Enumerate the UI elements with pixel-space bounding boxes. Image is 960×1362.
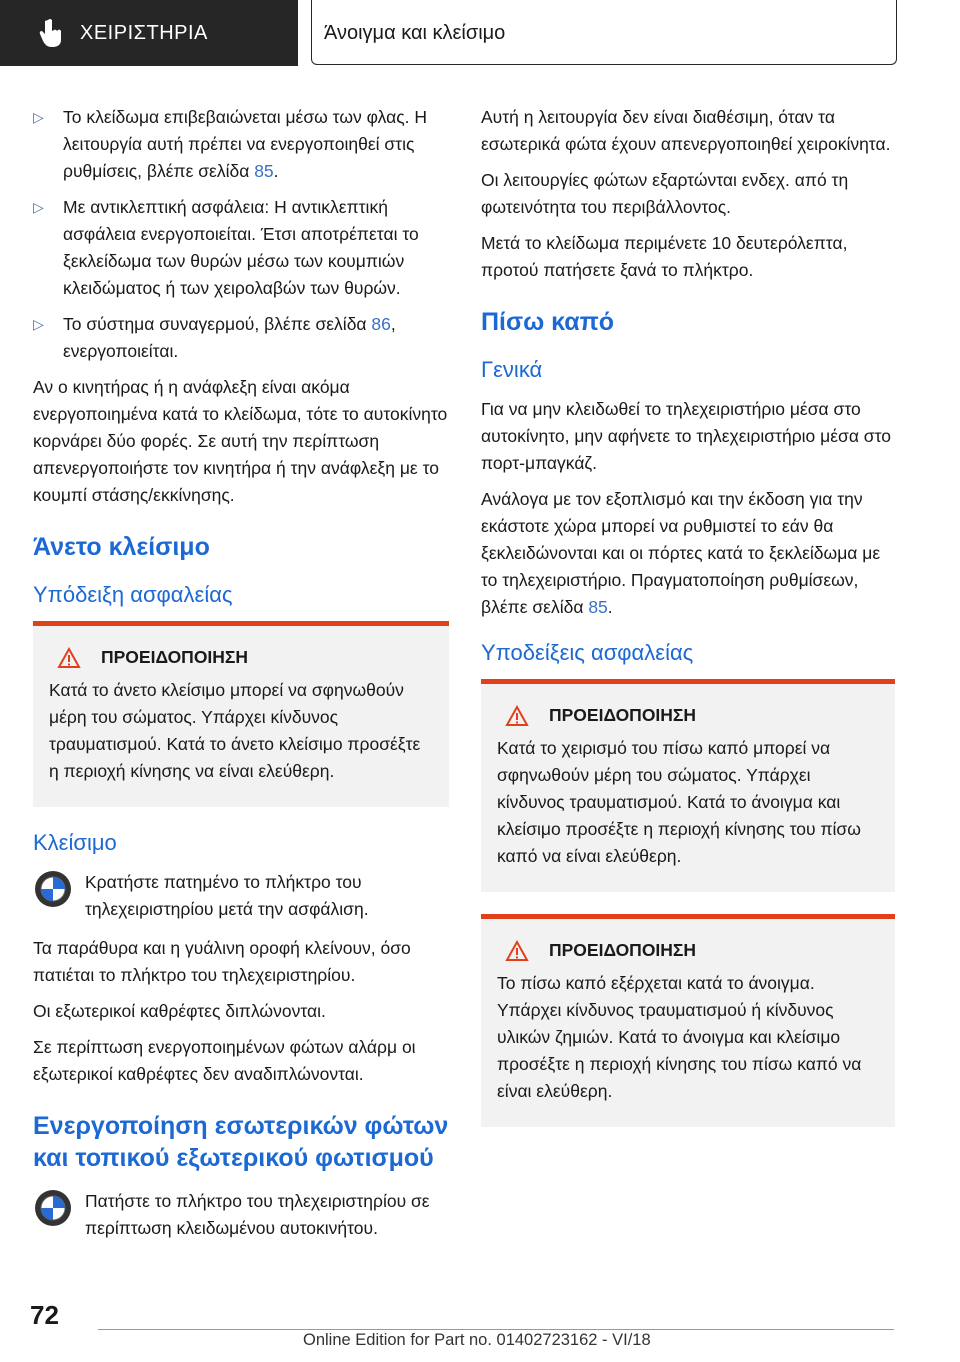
- section-tab[interactable]: [0, 0, 298, 66]
- chapter-title: Άνοιγμα και κλείσιμο: [324, 22, 506, 44]
- right-column: [481, 104, 895, 1149]
- heading-closing: Κλείσιμο: [33, 830, 117, 855]
- paragraph: Σε περίπτωση ενεργοποιημένων φώτων αλάρμ οι εξωτερικοί καθρέφτες δεν αναδιπλώνονται.: [33, 1037, 416, 1084]
- bmw-remote-key-icon: [33, 869, 73, 909]
- heading-safety-note: Υπόδειξη ασφαλείας: [33, 582, 233, 607]
- heading-general: Γενικά: [481, 357, 543, 382]
- paragraph-text: Ανάλογα με τον εξοπλισμό και την έκδοση για την εκάστοτε χώρα μπορεί να ρυθμιστεί το εάν θα ξεκλειδώνονται και οι πόρτες κατά το ξεκλείδωμα με το τηλεχειριστήριο. Πραγματοποίηση ρυθμίσεων, βλέπε σελίδα: [481, 489, 881, 617]
- warning-title: [49, 644, 433, 671]
- paragraph-text-end: .: [607, 597, 613, 617]
- page-link[interactable]: 85: [588, 597, 608, 617]
- warning-triangle-icon: [505, 940, 529, 962]
- list-item: [33, 104, 449, 185]
- bullet-text-end: , ενεργοποιείται.: [63, 314, 396, 361]
- left-column: [33, 104, 449, 1254]
- remote-instruction: [33, 869, 449, 923]
- page-link[interactable]: 85: [254, 161, 274, 181]
- paragraph: Μετά το κλείδωμα περιμένετε 10 δευτερόλεπτα, προτού πατήσετε ξανά το πλήκτρο.: [481, 233, 848, 280]
- page-header: [0, 0, 960, 66]
- paragraph: Οι λειτουργίες φώτων εξαρτώνται ενδεχ. από τη φωτεινότητα του περιβάλλοντος.: [481, 170, 849, 217]
- paragraph: Αυτή η λειτουργία δεν είναι διαθέσιμη, όταν τα εσωτερικά φώτα έχουν απενεργοποιηθεί χειροκίνητα.: [481, 107, 891, 154]
- remote-instruction: [33, 1188, 449, 1242]
- paragraph: Οι εξωτερικοί καθρέφτες διπλώνονται.: [33, 1001, 326, 1021]
- list-item: [33, 311, 449, 365]
- warning-text: Το πίσω καπό εξέρχεται κατά το άνοιγμα. Υπάρχει κίνδυνος τραυματισμού ή κίνδυνος υλικών ζημιών. Κατά το άνοιγμα και κλείσιμο προσέξτε η περιοχή κίνησης του πίσω καπό να είναι ελεύθερη.: [497, 973, 862, 1101]
- chapter-tab: [311, 0, 897, 65]
- warning-box: [481, 679, 895, 892]
- page-number: 72: [30, 1300, 59, 1330]
- edition-text: Online Edition for Part no. 01402723162 - VI/18: [303, 1331, 651, 1349]
- paragraph: Αν ο κινητήρας ή η ανάφλεξη είναι ακόμα ενεργοποιημένα κατά το κλείδωμα, τότε το αυτοκίνητο κορνάρει δύο φορές. Σε αυτή την περίπτωση απενεργοποιήστε τον κινητήρα ή την ανάφλεξη με το κουμπί στάσης/εκκίνησης.: [33, 377, 448, 505]
- heading-comfort-closing: Άνετο κλείσιμο: [33, 533, 210, 561]
- warning-box: [33, 621, 449, 807]
- warning-title: [497, 937, 879, 964]
- bullet-text: Το κλείδωμα επιβεβαιώνεται μέσω των φλας. Η λειτουργία αυτή πρέπει να ενεργοποιηθεί στις ρυθμίσεις, βλέπε σελίδα: [63, 107, 428, 181]
- bmw-remote-key-icon: [33, 1188, 73, 1228]
- remote-instruction-text: Κρατήστε πατημένο το πλήκτρο του τηλεχειριστηρίου μετά την ασφάλιση.: [85, 872, 369, 919]
- bullet-text: Το σύστημα συναγερμού, βλέπε σελίδα: [63, 314, 372, 334]
- warning-text: Κατά το άνετο κλείσιμο μπορεί να σφηνωθούν μέρη του σώματος. Υπάρχει κίνδυνος τραυματισμού. Κατά το άνετο κλείσιμο προσέξτε η περιοχή κίνησης να είναι ελεύθερη.: [49, 680, 421, 781]
- triangle-bullet-icon: ▷: [33, 316, 44, 332]
- page-link[interactable]: 86: [371, 314, 391, 334]
- warning-title: [497, 702, 879, 729]
- heading-tailgate: Πίσω καπό: [481, 308, 615, 336]
- triangle-bullet-icon: ▷: [33, 199, 44, 215]
- warning-label: ΠΡΟΕΙΔΟΠΟΙΗΣΗ: [101, 647, 249, 667]
- warning-label: ΠΡΟΕΙΔΟΠΟΙΗΣΗ: [549, 940, 697, 960]
- paragraph: Τα παράθυρα και η γυάλινη οροφή κλείνουν, όσο πατιέται το πλήκτρο του τηλεχειριστηρίου.: [33, 938, 411, 985]
- hand-pointer-icon: [32, 13, 72, 53]
- bullet-text-end: .: [273, 161, 279, 181]
- heading-lights: Ενεργοποίηση εσωτερικών φώτων και τοπικού εξωτερικού φωτισμού: [33, 1112, 449, 1172]
- warning-text: Κατά το χειρισμό του πίσω καπό μπορεί να σφηνωθούν μέρη του σώματος. Υπάρχει κίνδυνος τραυματισμού. Κατά το άνοιγμα και κλείσιμο προσέξτε η περιοχή κίνησης του πίσω καπό να είναι ελεύθερη.: [497, 738, 861, 866]
- heading-safety-notes: Υποδείξεις ασφαλείας: [481, 640, 694, 665]
- paragraph: [481, 486, 895, 621]
- bullet-text: Με αντικλεπτική ασφάλεια: Η αντικλεπτική ασφάλεια ενεργοποιείται. Έτσι αποτρέπεται το ξεκλείδωμα των θυρών μέσω των κουμπιών κλειδώματος ή των χειρολαβών των θυρών.: [63, 197, 419, 298]
- section-title: ΧΕΙΡΙΣΤΗΡΙΑ: [80, 21, 208, 44]
- remote-instruction-text: Πατήστε το πλήκτρο του τηλεχειριστηρίου σε περίπτωση κλειδωμένου αυτοκινήτου.: [85, 1191, 430, 1238]
- footer-divider: [98, 1329, 894, 1330]
- warning-triangle-icon: [505, 705, 529, 727]
- paragraph: Για να μην κλειδωθεί το τηλεχειριστήριο μέσα στο αυτοκίνητο, μην αφήνετε το τηλεχειριστήριο μέσα στο πορτ-μπαγκάζ.: [481, 399, 892, 473]
- list-item: [33, 194, 449, 302]
- warning-triangle-icon: [57, 647, 81, 669]
- warning-box: [481, 914, 895, 1127]
- triangle-bullet-icon: ▷: [33, 109, 44, 125]
- warning-label: ΠΡΟΕΙΔΟΠΟΙΗΣΗ: [549, 705, 697, 725]
